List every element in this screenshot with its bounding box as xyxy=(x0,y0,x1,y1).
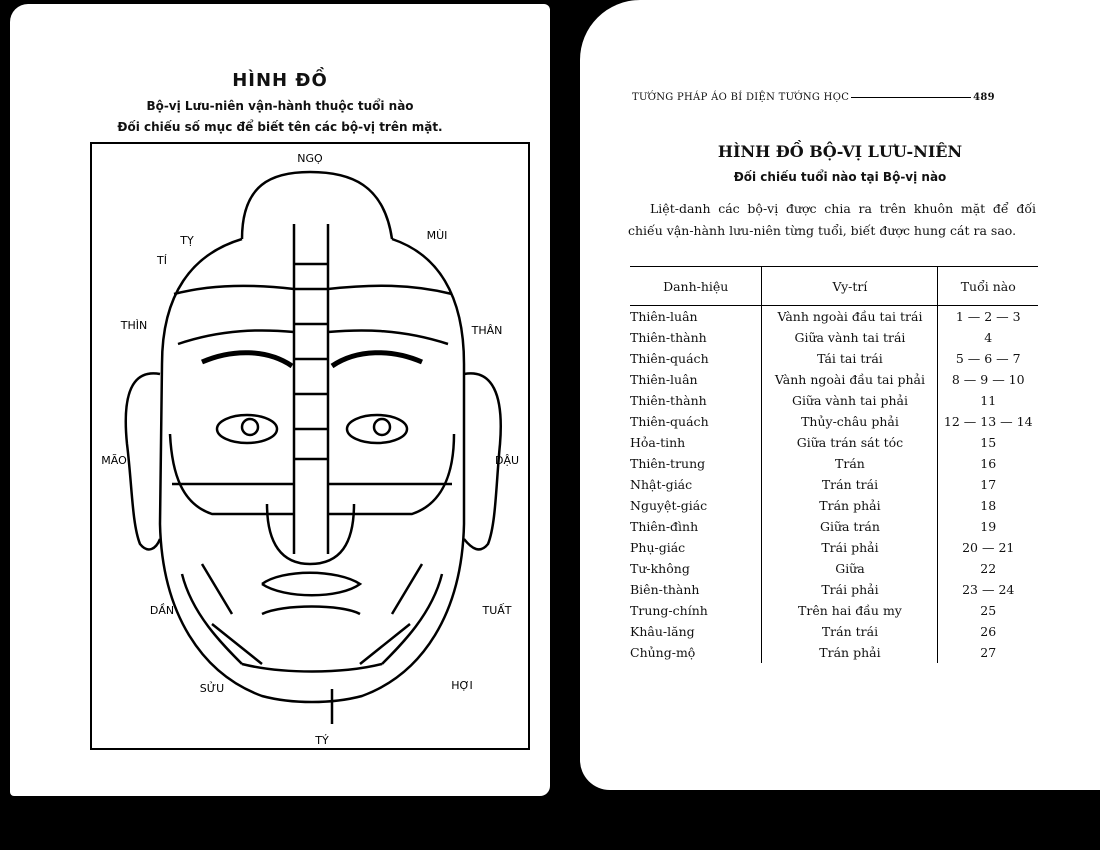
cell-name: Thiên-thành xyxy=(630,393,707,408)
cell-age: 1 — 2 — 3 xyxy=(938,306,1038,328)
zodiac-label: DẦN xyxy=(149,604,175,617)
table-row xyxy=(630,537,1038,558)
cell-position: Giữa xyxy=(762,558,938,579)
zodiac-label: TUẤT xyxy=(482,604,512,617)
cell-name: Nhật-giác xyxy=(630,477,693,492)
zodiac-label: TỴ xyxy=(180,234,194,247)
zodiac-label: TÝ xyxy=(315,734,329,747)
table-row xyxy=(630,453,1038,474)
zodiac-label: HỢI xyxy=(451,679,473,692)
position-table xyxy=(630,266,1038,663)
table-row xyxy=(630,306,1038,328)
table-row xyxy=(630,432,1038,453)
cell-age: 16 xyxy=(938,453,1038,474)
cell-name: Thiên-quách xyxy=(630,351,709,366)
cell-age: 4 xyxy=(938,327,1038,348)
running-head-rule xyxy=(851,97,971,98)
cell-position: Giữa vành tai phải xyxy=(762,390,938,411)
left-title: HÌNH ĐỒ xyxy=(232,70,328,91)
cell-name: Tư-không xyxy=(630,561,690,576)
intro-paragraph: Liệt-danh các bộ-vị được chia ra trên khuôn mặt để đối chiếu vận-hành lưu-niên từng tuổi, biết được hung cát ra sao. xyxy=(628,201,1036,238)
cell-age: 22 xyxy=(938,558,1038,579)
right-page xyxy=(580,0,1100,790)
cell-name: Trung-chính xyxy=(630,603,708,618)
right-title: HÌNH ĐỒ BỘ-VỊ LƯU-NIÊN xyxy=(717,142,963,161)
left-page xyxy=(10,4,550,796)
cell-name: Thiên-đình xyxy=(630,519,699,534)
cell-age: 20 — 21 xyxy=(938,537,1038,558)
cell-age: 17 xyxy=(938,474,1038,495)
right-subtitle: Đối chiếu tuổi nào tại Bộ-vị nào xyxy=(733,170,947,184)
cell-name: Chủng-mộ xyxy=(630,645,696,660)
left-subtitle-2: Đối chiếu số mục để biết tên các bộ-vị trên mặt. xyxy=(117,120,443,134)
cell-name: Thiên-quách xyxy=(630,414,709,429)
cell-name: Nguyệt-giác xyxy=(630,498,708,513)
running-head xyxy=(632,92,1042,103)
cell-name: Phụ-giác xyxy=(630,540,686,555)
cell-age: 15 xyxy=(938,432,1038,453)
zodiac-label: MÙI xyxy=(426,229,448,242)
header-age: Tuổi nào xyxy=(938,267,1038,306)
zodiac-label: TÍ xyxy=(157,254,167,267)
running-head-text: TƯỚNG PHÁP ÁO BÍ DIỆN TƯỚNG HỌC xyxy=(632,92,850,103)
table-header-row xyxy=(630,267,1038,306)
table-row xyxy=(630,558,1038,579)
cell-position: Tái tai trái xyxy=(762,348,938,369)
cell-position: Trái phải xyxy=(762,579,938,600)
face-outline xyxy=(126,172,501,724)
table-row xyxy=(630,600,1038,621)
cell-position: Trán trái xyxy=(762,474,938,495)
zodiac-label: THÌN xyxy=(120,319,148,332)
left-subtitle-1: Bộ-vị Lưu-niên vận-hành thuộc tuổi nào xyxy=(146,99,414,113)
cell-name: Thiên-trung xyxy=(630,456,706,471)
cell-position: Thủy-châu phải xyxy=(762,411,938,432)
cell-name: Thiên-luân xyxy=(630,372,698,387)
cell-position: Trán xyxy=(762,453,938,474)
zodiac-label: THÂN xyxy=(471,324,503,337)
zodiac-label: MÃO xyxy=(101,454,127,467)
table-row xyxy=(630,390,1038,411)
table-row xyxy=(630,327,1038,348)
cell-age: 25 xyxy=(938,600,1038,621)
cell-age: 5 — 6 — 7 xyxy=(938,348,1038,369)
page-number: 489 xyxy=(973,92,995,103)
table-row xyxy=(630,348,1038,369)
zodiac-label: NGỌ xyxy=(297,152,323,165)
header-position: Vy-trí xyxy=(762,267,938,306)
table-row xyxy=(630,621,1038,642)
table-row xyxy=(630,495,1038,516)
cell-name: Khâu-lăng xyxy=(630,624,695,639)
cell-position: Trán phải xyxy=(762,495,938,516)
face-diagram xyxy=(90,142,530,750)
cell-position: Giữa trán xyxy=(762,516,938,537)
cell-position: Giữa vành tai trái xyxy=(762,327,938,348)
table-row xyxy=(630,369,1038,390)
table-body xyxy=(630,306,1038,664)
table-row xyxy=(630,474,1038,495)
cell-name: Thiên-luân xyxy=(630,309,698,324)
header-name: Danh-hiệu xyxy=(630,267,762,306)
cell-age: 18 xyxy=(938,495,1038,516)
cell-name: Hỏa-tinh xyxy=(630,435,686,450)
cell-age: 12 — 13 — 14 xyxy=(938,411,1038,432)
cell-age: 23 — 24 xyxy=(938,579,1038,600)
cell-position: Trán phải xyxy=(762,642,938,663)
cell-position: Trên hai đầu my xyxy=(762,600,938,621)
cell-position: Giữa trán sát tóc xyxy=(762,432,938,453)
table-row xyxy=(630,411,1038,432)
cell-age: 26 xyxy=(938,621,1038,642)
cell-age: 27 xyxy=(938,642,1038,663)
cell-position: Trán trái xyxy=(762,621,938,642)
cell-name: Biên-thành xyxy=(630,582,700,597)
cell-position: Vành ngoài đầu tai phải xyxy=(762,369,938,390)
cell-age: 8 — 9 — 10 xyxy=(938,369,1038,390)
zodiac-label: DẬU xyxy=(494,454,520,467)
cell-position: Vành ngoài đầu tai trái xyxy=(762,306,938,328)
table-row xyxy=(630,516,1038,537)
table-row xyxy=(630,642,1038,663)
table-row xyxy=(630,579,1038,600)
cell-position: Trái phải xyxy=(762,537,938,558)
cell-age: 19 xyxy=(938,516,1038,537)
zodiac-label: SỬU xyxy=(199,682,225,695)
cell-age: 11 xyxy=(938,390,1038,411)
face-map-drawing xyxy=(92,144,528,748)
cell-name: Thiên-thành xyxy=(630,330,707,345)
